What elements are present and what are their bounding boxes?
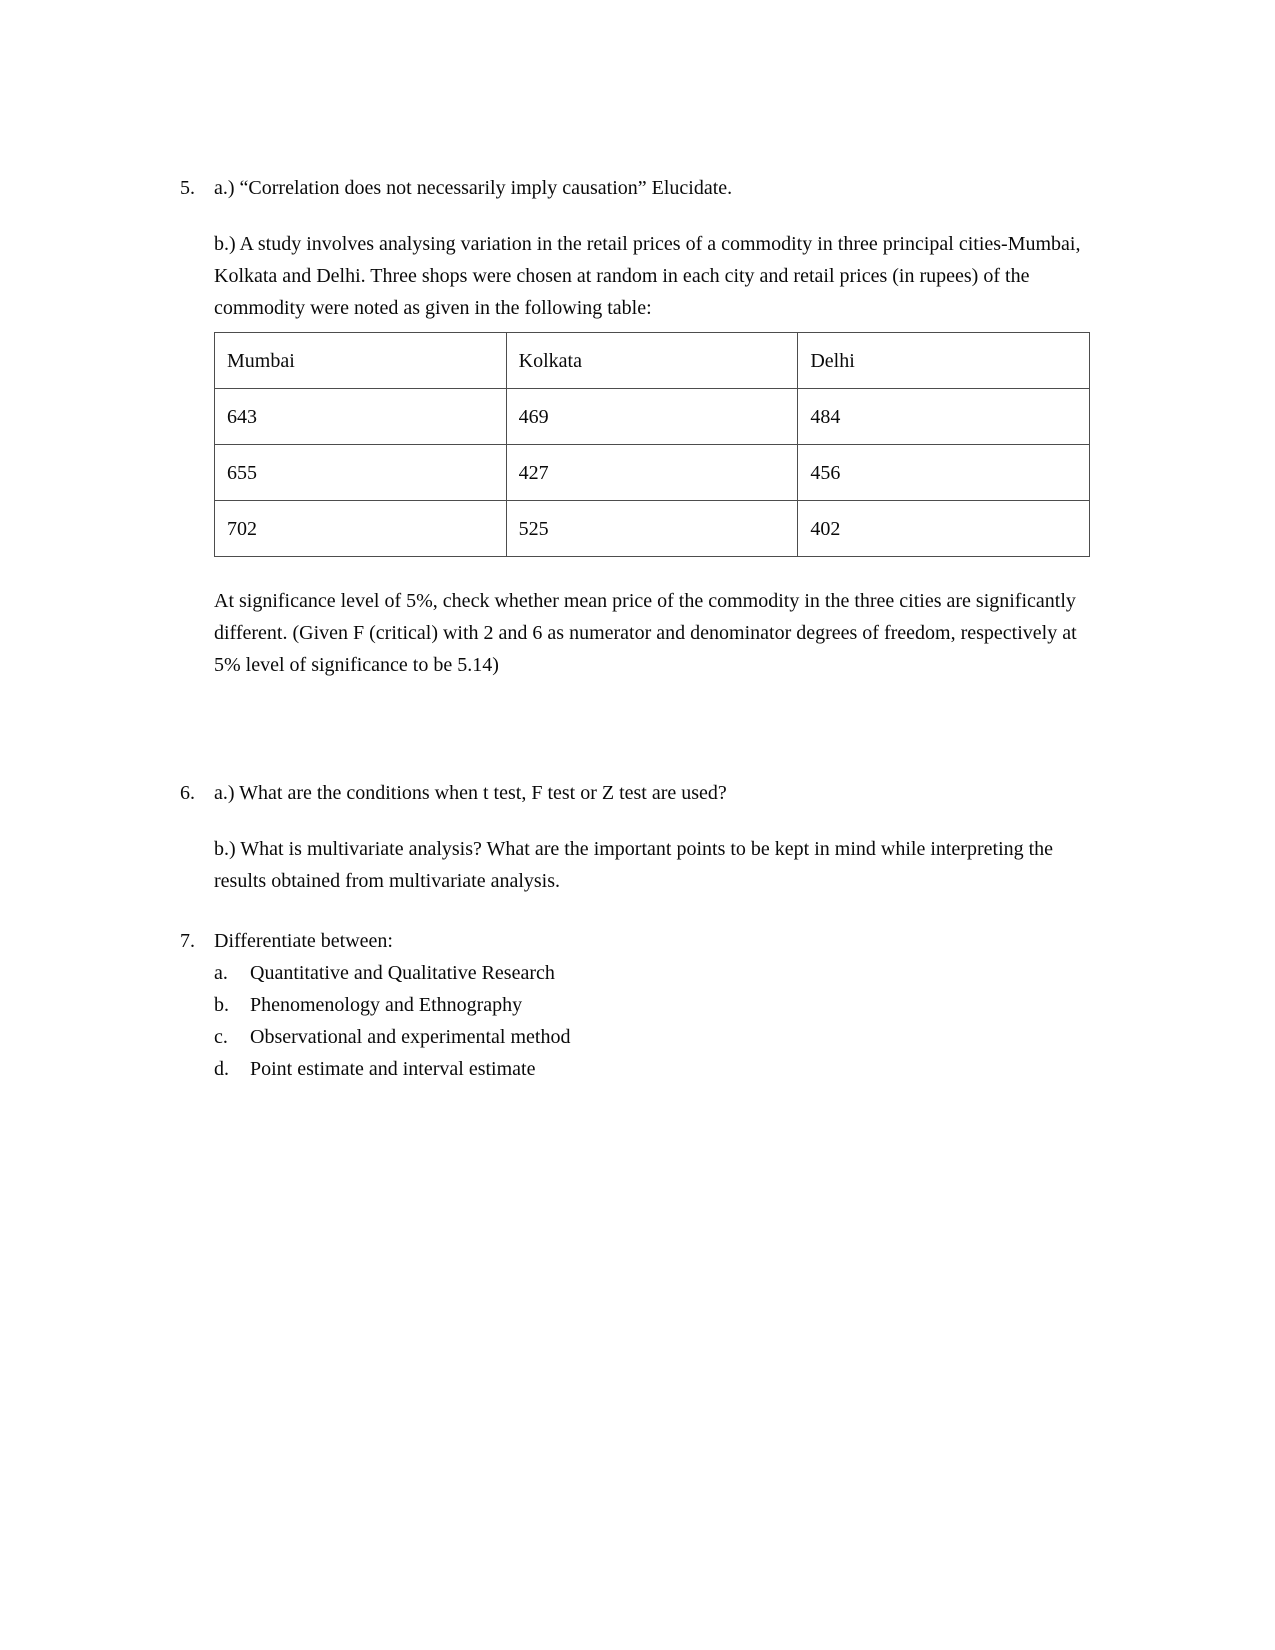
price-table [214,332,1090,557]
price-cell: 484 [798,389,1090,445]
question-6 [180,777,1090,897]
list-item [214,1053,1090,1085]
question-7 [180,925,1090,1085]
price-cell: 655 [215,445,507,501]
question-7-body [214,925,1090,1085]
list-item-marker: a. [214,962,228,984]
price-table-row [215,389,1090,445]
list-item-text: Observational and experimental method [250,1026,571,1048]
price-table-header-mumbai: Mumbai [215,333,507,389]
question-5 [180,172,1090,681]
list-item-text: Phenomenology and Ethnography [250,994,523,1016]
price-table-row [215,501,1090,557]
question-6-part-a: a.) What are the conditions when t test, F test or Z test are used? [214,782,727,804]
list-item [214,989,1090,1021]
price-cell: 402 [798,501,1090,557]
price-cell: 456 [798,445,1090,501]
question-7-sublist [214,957,1090,1085]
question-7-intro: Differentiate between: [214,930,393,952]
question-6-number: 6. [180,782,195,804]
list-item [214,1021,1090,1053]
list-item-text: Quantitative and Qualitative Research [250,962,555,984]
question-7-number: 7. [180,930,195,952]
list-item-marker: b. [214,994,229,1016]
question-5-part-a: a.) “Correlation does not necessarily imply causation” Elucidate. [214,177,733,199]
question-5-closing: At significance level of 5%, check whether mean price of the commodity in the three cities are significantly different. (Given F (critical) with 2 and 6 as numerator and denominator degrees of freedom, respectively at 5% level of significance to be 5.14) [214,590,1077,676]
list-item [214,957,1090,989]
price-table-row [215,445,1090,501]
list-item-text: Point estimate and interval estimate [250,1058,536,1080]
price-cell: 427 [506,445,798,501]
question-5-body [214,172,1090,681]
price-table-header-delhi: Delhi [798,333,1090,389]
question-6-body [214,777,1090,897]
price-table-header-row [215,333,1090,389]
list-item-marker: d. [214,1058,229,1080]
price-cell: 525 [506,501,798,557]
question-6-part-b: b.) What is multivariate analysis? What are the important points to be kept in mind while interpreting the results obtained from multivariate analysis. [214,838,1054,892]
price-cell: 702 [215,501,507,557]
list-item-marker: c. [214,1026,228,1048]
question-5-part-b: b.) A study involves analysing variation in the retail prices of a commodity in three principal cities-Mumbai, Kolkata and Delhi. Three shops were chosen at random in each city and retail prices (in rupees) of the commodity were noted as given in the following table: [214,233,1081,319]
question-5-number: 5. [180,177,195,199]
price-cell: 643 [215,389,507,445]
price-table-header-kolkata: Kolkata [506,333,798,389]
price-cell: 469 [506,389,798,445]
